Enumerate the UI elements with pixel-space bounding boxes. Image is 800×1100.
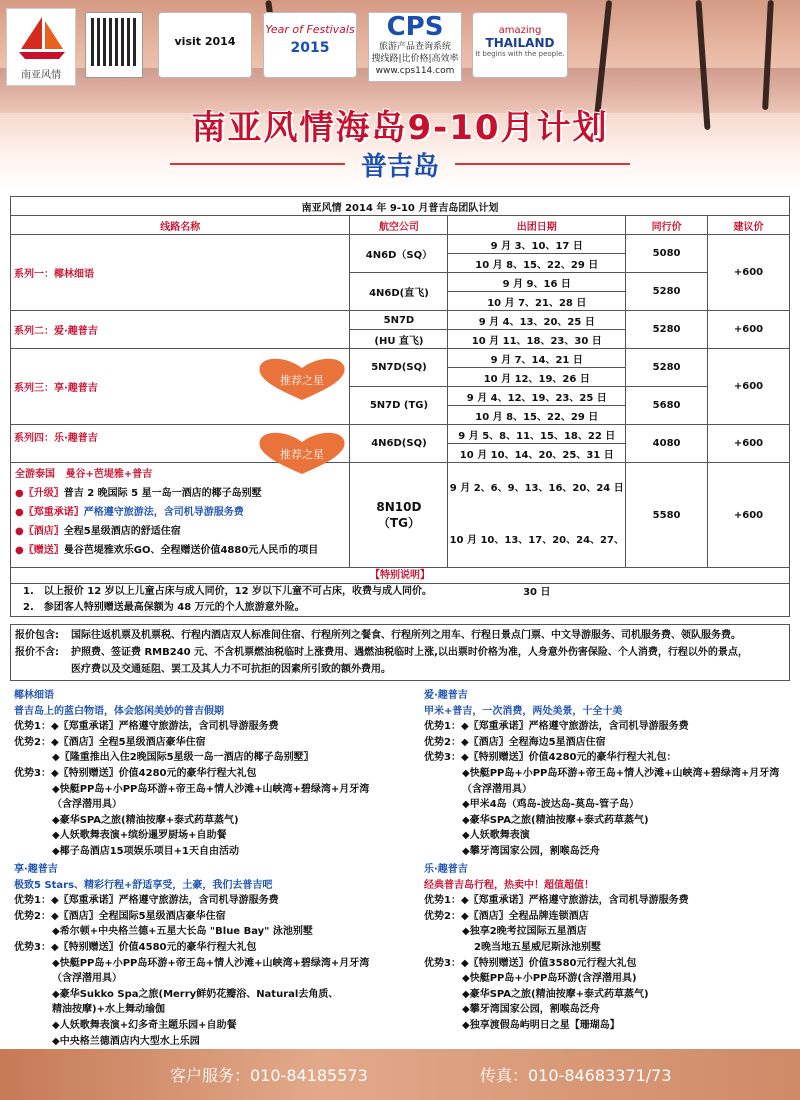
visit-malaysia-badge: visit 2014	[158, 12, 252, 78]
column-header: 出团日期	[448, 216, 626, 235]
sailboat-icon	[15, 15, 69, 61]
table-row: 系列四：乐·趣普吉 4N6D(SQ) 9 月 5、8、11、15、18、22 日 4080 +600	[11, 425, 790, 444]
table-row: 10 月 8、15、22、29 日	[11, 406, 790, 425]
fee-included-label: 报价包含:	[15, 630, 59, 641]
series-name: 系列一：椰林细语	[11, 235, 350, 311]
subtitle: 普吉岛	[360, 152, 439, 182]
table-header-row	[11, 216, 790, 235]
table-row: (HU 直飞) 10 月 11、18、23、30 日	[11, 330, 790, 349]
series-name: 系列三：享·趣普吉	[11, 349, 350, 425]
cps-badge: CPS 旅游产品查询系统 搜线路|比价格|高效率 www.cps114.com	[368, 12, 462, 82]
table-caption: 南亚风情 2014 年 9-10 月普吉岛团队计划	[11, 197, 790, 216]
table-row: 全游泰国 曼谷+芭堤雅+普吉 ●〖升级〗普吉 2 晚国际 5 星一岛一酒店的椰子岛别墅 ●〖郑重承诺〗严格遵守旅游法，含司机导游服务费 ●〖酒店〗全程5星级酒店的舒适住宿 ●〖赠送〗曼谷芭堤雅欢乐GO、全程赠送价值4880元人民币的项目 8N10D （TG） 9 月 2、6、9、13、16、20、24 日 10 月 10、13、17、20、24、27、30 日 5580 +600	[11, 463, 790, 568]
main-title: 南亚风情海岛9-10月计划	[191, 108, 609, 148]
brand-name: 南亚风情	[21, 70, 61, 81]
notes-title: 【特别说明】	[10, 568, 790, 584]
column-header: 同行价	[626, 216, 708, 235]
combo-description: 全游泰国 曼谷+芭堤雅+普吉 ●〖升级〗普吉 2 晚国际 5 星一岛一酒店的椰子岛别墅 ●〖郑重承诺〗严格遵守旅游法，含司机导游服务费 ●〖酒店〗全程5星级酒店的舒适住宿 ●〖赠送〗曼谷芭堤雅欢乐GO、全程赠送价值4880元人民币的项目	[11, 463, 350, 568]
table-row: 10 月 8、15、22、29 日	[11, 254, 790, 273]
fee-excluded-label: 报价不含:	[15, 647, 59, 658]
detail-series-2: 爱·趣普吉 甲米+普吉，一次消费，两处美景，十全十美 优势1：◆〖郑重承诺〗严格遵守旅游法，含司机导游服务费 优势2：◆〖酒店〗全程海边5星酒店住宿 优势3：◆〖特别赠送〗价值4280元的豪华行程大礼包： ◆快艇PP岛+小PP岛环游+帝王岛+情人沙滩+山峡湾+碧绿湾+月牙湾 （含浮潜用具） ◆甲米4岛（鸡岛-波达岛-莫岛-管子岛） ◆豪华SPA之旅(精油按摩+泰式药草蒸气) ◆人妖歌舞表演 ◆攀牙湾国家公园，割喉岛泛舟	[424, 690, 780, 857]
series-name: 系列四：乐·趣普吉	[11, 425, 350, 463]
fee-included-text: 国际往返机票及机票税、行程内酒店双人标准间住宿、行程所列之餐食、行程所列之用车、行程日景点门票、中文导游服务、司机服务费、领队服务费。	[71, 630, 741, 641]
table-row: 10 月 7、21、28 日	[11, 292, 790, 311]
column-header: 建议价	[708, 216, 790, 235]
table-row: 系列一：椰林细语 4N6D（SQ） 9 月 3、10、17 日 5080 +600	[11, 235, 790, 254]
note-item: 1. 以上报价 12 岁以上儿童占床与成人同价，12 岁以下儿童不可占床，收费与成人同价。	[10, 584, 790, 600]
amazing-thailand-badge: amazing THAILAND It begins with the people.	[472, 12, 568, 78]
detail-series-4: 乐·趣普吉 经典普吉岛行程，热卖中！超值超值！ 优势1：◆〖郑重承诺〗严格遵守旅游法，含司机导游服务费 优势2：◆〖酒店〗全程品牌连锁酒店 ◆独享2晚考拉国际五星酒店 2晚当地五星威尼斯泳池别墅 优势3：◆〖特别赠送〗价值3580元行程大礼包 ◆快艇PP岛+小PP岛环游(含浮潜用具) ◆豪华SPA之旅(精油按摩+泰式药草蒸气) ◆攀牙湾国家公园，割喉岛泛舟 ◆独享渡假岛屿明日之星【珊瑚岛】	[424, 864, 689, 1031]
table-row: 系列二：爱·趣普吉 5N7D 9 月 4、13、20、25 日 5280 +600	[11, 311, 790, 330]
fax-number: 传真：010-84683371/73	[480, 1066, 672, 1085]
table-row: 系列三：享·趣普吉 5N7D(SQ) 9 月 7、14、21 日 5280 +600	[11, 349, 790, 368]
table-caption-row	[11, 197, 790, 216]
detail-series-1: 椰林细语 普吉岛上的蓝白物语，体会悠闲美妙的普吉假期 优势1：◆〖郑重承诺〗严格遵守旅游法，含司机导游服务费 优势2：◆〖酒店〗全程5星级酒店豪华住宿 ◆〖隆重推出入住2晚国际5星级一岛一酒店的椰子岛别墅〗 优势3：◆〖特别赠送〗价值4280元的豪华行程大礼包 ◆快艇PP岛+小PP岛环游+帝王岛+情人沙滩+山峡湾+碧绿湾+月牙湾 （含浮潜用具） ◆豪华SPA之旅(精油按摩+泰式药草蒸气) ◆人妖歌舞表演+缤纷暹罗厨场+自助餐 ◆椰子岛酒店15项娱乐项目+1天自由活动	[14, 690, 370, 857]
fee-excluded-text: 医疗费以及交通延阻、罢工及其人力不可抗拒的因素所引致的额外费用。	[71, 664, 391, 675]
brand-logo	[6, 8, 76, 86]
customer-service-phone: 客户服务：010-84185573	[170, 1066, 368, 1085]
fee-section	[10, 624, 790, 681]
series-name: 系列二：爱·趣普吉	[11, 311, 350, 349]
column-header: 航空公司	[350, 216, 448, 235]
recommend-heart-badge: 推荐之星	[254, 430, 350, 476]
table-row: 10 月 12、19、26 日	[11, 368, 790, 387]
detail-series-3: 享·趣普吉 极致5 Stars、精彩行程+舒适享受，土豪，我们去普吉吧 优势1：◆〖郑重承诺〗严格遵守旅游法，含司机导游服务费 优势2：◆〖酒店〗全程国际5星级酒店豪华住宿 ◆希尔顿+中央格兰德+五星大长岛 "Blue Bay" 泳池别墅 优势3：◆〖特别赠送〗价值4580元的豪华行程大礼包 ◆快艇PP岛+小PP岛环游+帝王岛+情人沙滩+山峡湾+碧绿湾+月牙湾 （含浮潜用具） ◆豪华Sukko Spa之旅(Merry鲜奶花瓣浴、Natural去角质、 精油按摩)+水上舞动瑜伽 ◆人妖歌舞表演+幻多奇主题乐园+自助餐 ◆中央格兰德酒店内大型水上乐园	[14, 864, 370, 1047]
fee-excluded-text: 护照费、签证费 RMB240 元、不含机票燃油税临时上涨费用、遇燃油税临时上涨,以出票时价格为准，人身意外伤害保险、个人消费，行程以外的景点，	[71, 647, 748, 658]
special-notes	[10, 568, 790, 617]
recommend-heart-badge: 推荐之星	[254, 356, 350, 402]
table-row: 10 月 10、14、20、25、31 日	[11, 444, 790, 463]
column-header: 线路名称	[11, 216, 350, 235]
qr-code	[85, 12, 143, 78]
table-row: 5N7D (TG) 9 月 4、12、19、23、25 日 5680	[11, 387, 790, 406]
note-item: 2. 参团客人特别赠送最高保额为 48 万元的个人旅游意外险。	[10, 600, 790, 617]
year-of-festivals-badge: Year of Festivals 2015	[263, 12, 357, 78]
footer-bar	[0, 1049, 800, 1100]
table-row: 4N6D(直飞) 9 月 9、16 日 5280	[11, 273, 790, 292]
